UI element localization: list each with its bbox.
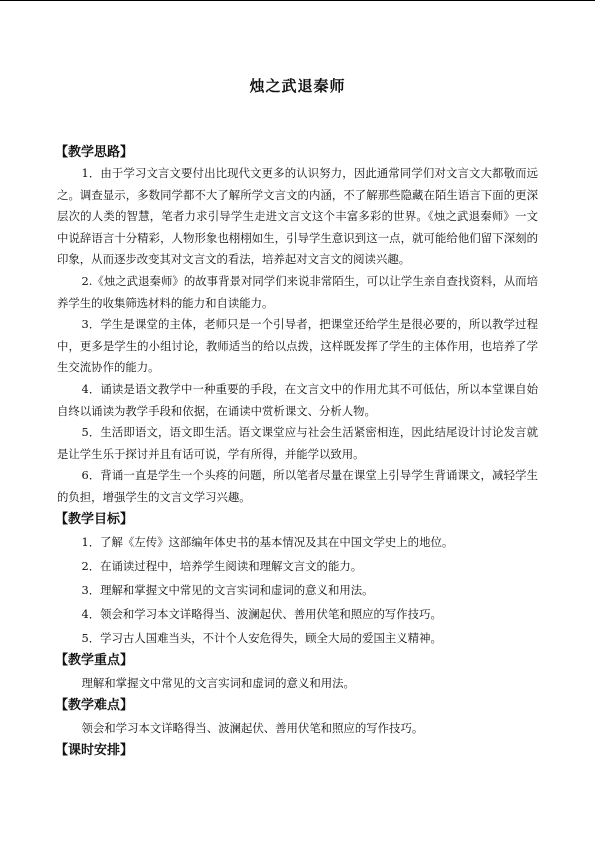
goal-item-2: 2．在诵读过程中，培养学生阅读和理解文言文的能力。 [81,558,363,573]
section-heading-focus: 【教学重点】 [55,652,134,668]
thinking-paragraph-4: 4．诵读是语文教学中一种重要的手段，在文言文中的作用尤其不可低估，所以本堂课自始自终以诵读为教学手段和依据，在诵读中赏析课文、分析人物。 [57,381,538,418]
goal-item-1: 1．了解《左传》这部编年体史书的基本情况及其在中国文学史上的地位。 [81,534,454,549]
thinking-paragraph-5: 5．生活即语文，语文即生活。语文课堂应与社会生活紧密相连，因此结尾设计讨论发言就是让学生乐于探讨并且有话可说，学有所得，并能学以致用。 [57,425,538,461]
focus-text: 理解和掌握文中常见的文言实词和虚词的意义和用法。 [81,675,355,690]
section-heading-difficulty: 【教学难点】 [55,697,134,713]
goal-item-3: 3．理解和掌握文中常见的文言实词和虚词的意义和用法。 [81,582,374,597]
thinking-paragraph-1: 1．由于学习文言文要付出比现代文更多的认识努力，因此通常同学们对文言文大都敬而远之。调查显示，多数同学都不大了解所学文言文的内涵，不了解那些隐藏在陌生语言下面的更深层次的人类的智慧，笔者力求引导学生走进文言文这个丰富多彩的世界。《烛之武退秦师》一文中说辞语言十分精彩，人物形象也栩栩如生，引导学生意识到这一点，就可能给他们留下深刻的印象，从而逐步改变其对文言文的看法，培养起对文言文的阅读兴趣。 [57,166,538,267]
page-title: 烛之武退秦师 [249,77,346,95]
document-body [57,142,538,761]
thinking-paragraph-6: 6．背诵一直是学生一个头疼的问题，所以笔者尽量在课堂上引导学生背诵课文，减轻学生的负担，增强学生的文言文学习兴趣。 [57,468,538,504]
thinking-paragraph-2: 2.《烛之武退秦师》的故事背景对同学们来说非常陌生，可以让学生亲自查找资料，从而培养学生的收集筛选材料的能力和自读能力。 [57,273,538,310]
top-border-line [0,0,595,1]
goal-item-5: 5．学习古人国难当头，不计个人安危得失，顾全大局的爱国主义精神。 [81,630,442,645]
section-heading-schedule: 【课时安排】 [55,742,134,758]
section-heading-thinking: 【教学思路】 [55,145,134,160]
difficulty-text: 领会和学习本文详略得当、波澜起伏、善用伏笔和照应的写作技巧。 [81,720,424,735]
goal-item-4: 4．领会和学习本文详略得当、波澜起伏、善用伏笔和照应的写作技巧。 [81,606,442,621]
thinking-paragraph-3: 3．学生是课堂的主体，老师只是一个引导者，把课堂还给学生是很必要的，所以教学过程中，更多是学生的小组讨论，教师适当的给以点拨，这样既发挥了学生的主体作用，也培养了学生交流协作的能力。 [57,317,538,375]
section-heading-goals: 【教学目标】 [55,511,134,527]
